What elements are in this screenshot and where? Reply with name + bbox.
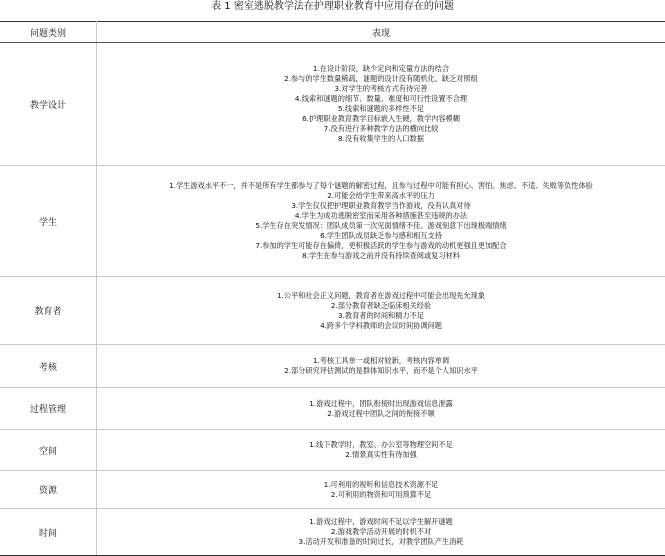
row-description — [97, 345, 665, 388]
row-category: 空间 — [0, 430, 97, 471]
description-item: 4.线索和谜题的细节、数量、难度和可行性设置不合理 — [97, 94, 665, 104]
description-item: 2.可利用的物资和可用预算不足 — [97, 490, 665, 500]
description-item: 6.学生团队成员缺乏参与感和相互支持 — [97, 231, 665, 241]
table-row — [0, 345, 665, 388]
row-category: 考核 — [0, 345, 97, 388]
description-item: 3.教育者的时间和精力不足 — [97, 311, 665, 321]
description-item: 2.可能会给学生带来高水平的压力 — [97, 191, 665, 201]
row-category: 教学设计 — [0, 43, 97, 166]
row-category: 教育者 — [0, 277, 97, 345]
description-item: 3.学生仅仅把护理职业教育教学当作游戏，没有认真对待 — [97, 201, 665, 211]
row-category: 时间 — [0, 509, 97, 556]
description-item: 3.对学生的考核方式有待完善 — [97, 84, 665, 94]
description-item: 1.学生游戏水平不一，并不是所有学生都参与了每个谜题的解密过程，且参与过程中可能有担心、害怕、焦虑、不适、失败等负性体验 — [97, 181, 665, 191]
table-row — [0, 430, 665, 471]
table-row — [0, 43, 665, 166]
description-item: 1.可利用的视听和信息技术资源不足 — [97, 480, 665, 490]
row-category: 资源 — [0, 471, 97, 509]
column-header-category: 问题类别 — [0, 22, 97, 43]
description-item: 2.参与的学生数量稀疏，谜题的设计没有随机化，缺乏对照组 — [97, 74, 665, 84]
description-item: 2.游戏教学活动开展的时机不对 — [97, 527, 665, 537]
description-item: 8.学生在参与游戏之前并没有持续查阅或复习材料 — [97, 251, 665, 261]
description-item: 4.跨多个学科教师的会议时间协调问题 — [97, 321, 665, 331]
row-description — [97, 166, 665, 277]
description-item: 8.没有收集学生的人口数据 — [97, 134, 665, 144]
row-description — [97, 277, 665, 345]
description-item: 5.线索和谜题的多样性不足 — [97, 104, 665, 114]
row-description — [97, 471, 665, 509]
description-item: 6.护理职业教育教学目标嵌入生硬，教学内容模糊 — [97, 114, 665, 124]
row-description — [97, 43, 665, 166]
description-item: 2.情景真实性有待加强 — [97, 450, 665, 460]
table-row — [0, 471, 665, 509]
description-item: 1.线下教学时，教室、办公室等物理空间不足 — [97, 440, 665, 450]
column-header-description: 表现 — [97, 22, 665, 43]
description-item: 3.活动开发和准备的时间过长，对教学团队产生消耗 — [97, 537, 665, 547]
row-description — [97, 430, 665, 471]
description-item: 2.部分研究评估测试的是群体知识水平，而不是个人知识水平 — [97, 366, 665, 376]
description-item: 1.在设计阶段，缺少定向和定量方法的结合 — [97, 64, 665, 74]
table-header-row — [0, 22, 665, 43]
description-item: 5.学生存在突发情况：团队成员第一次见面情绪不佳、游戏刻意下出现极端情绪 — [97, 221, 665, 231]
table-row — [0, 277, 665, 345]
description-item: 2.部分教育者缺乏临床相关经验 — [97, 301, 665, 311]
description-item: 1.游戏过程中，游戏时间不足以学生解开谜题 — [97, 517, 665, 527]
description-item: 1.游戏过程中，团队衔接时出现游戏信息泄露 — [97, 399, 665, 409]
description-item: 7.参加的学生可能存在偏倚，更积极活跃的学生参与游戏的动机更强且更加配合 — [97, 241, 665, 251]
table-title: 表 1 密室逃脱教学法在护理职业教育中应用存在的问题 — [0, 0, 665, 20]
table-row — [0, 388, 665, 430]
row-category: 学生 — [0, 166, 97, 277]
description-item: 2.游戏过程中团队之间的衔接不顺 — [97, 409, 665, 419]
description-item: 4.学生为成功逃脱密室而采用各种措施甚至违规的办法 — [97, 211, 665, 221]
problems-table — [0, 21, 665, 556]
table-row — [0, 509, 665, 556]
row-category: 过程管理 — [0, 388, 97, 430]
description-item: 1.考核工具单一或相对较新，考核内容单调 — [97, 356, 665, 366]
table-row — [0, 166, 665, 277]
row-description — [97, 509, 665, 556]
description-item: 1.公平和社会正义问题，教育者在游戏过程中可能会出现先允现象 — [97, 291, 665, 301]
row-description — [97, 388, 665, 430]
description-item: 7.没有进行多种教学方法的横向比较 — [97, 124, 665, 134]
